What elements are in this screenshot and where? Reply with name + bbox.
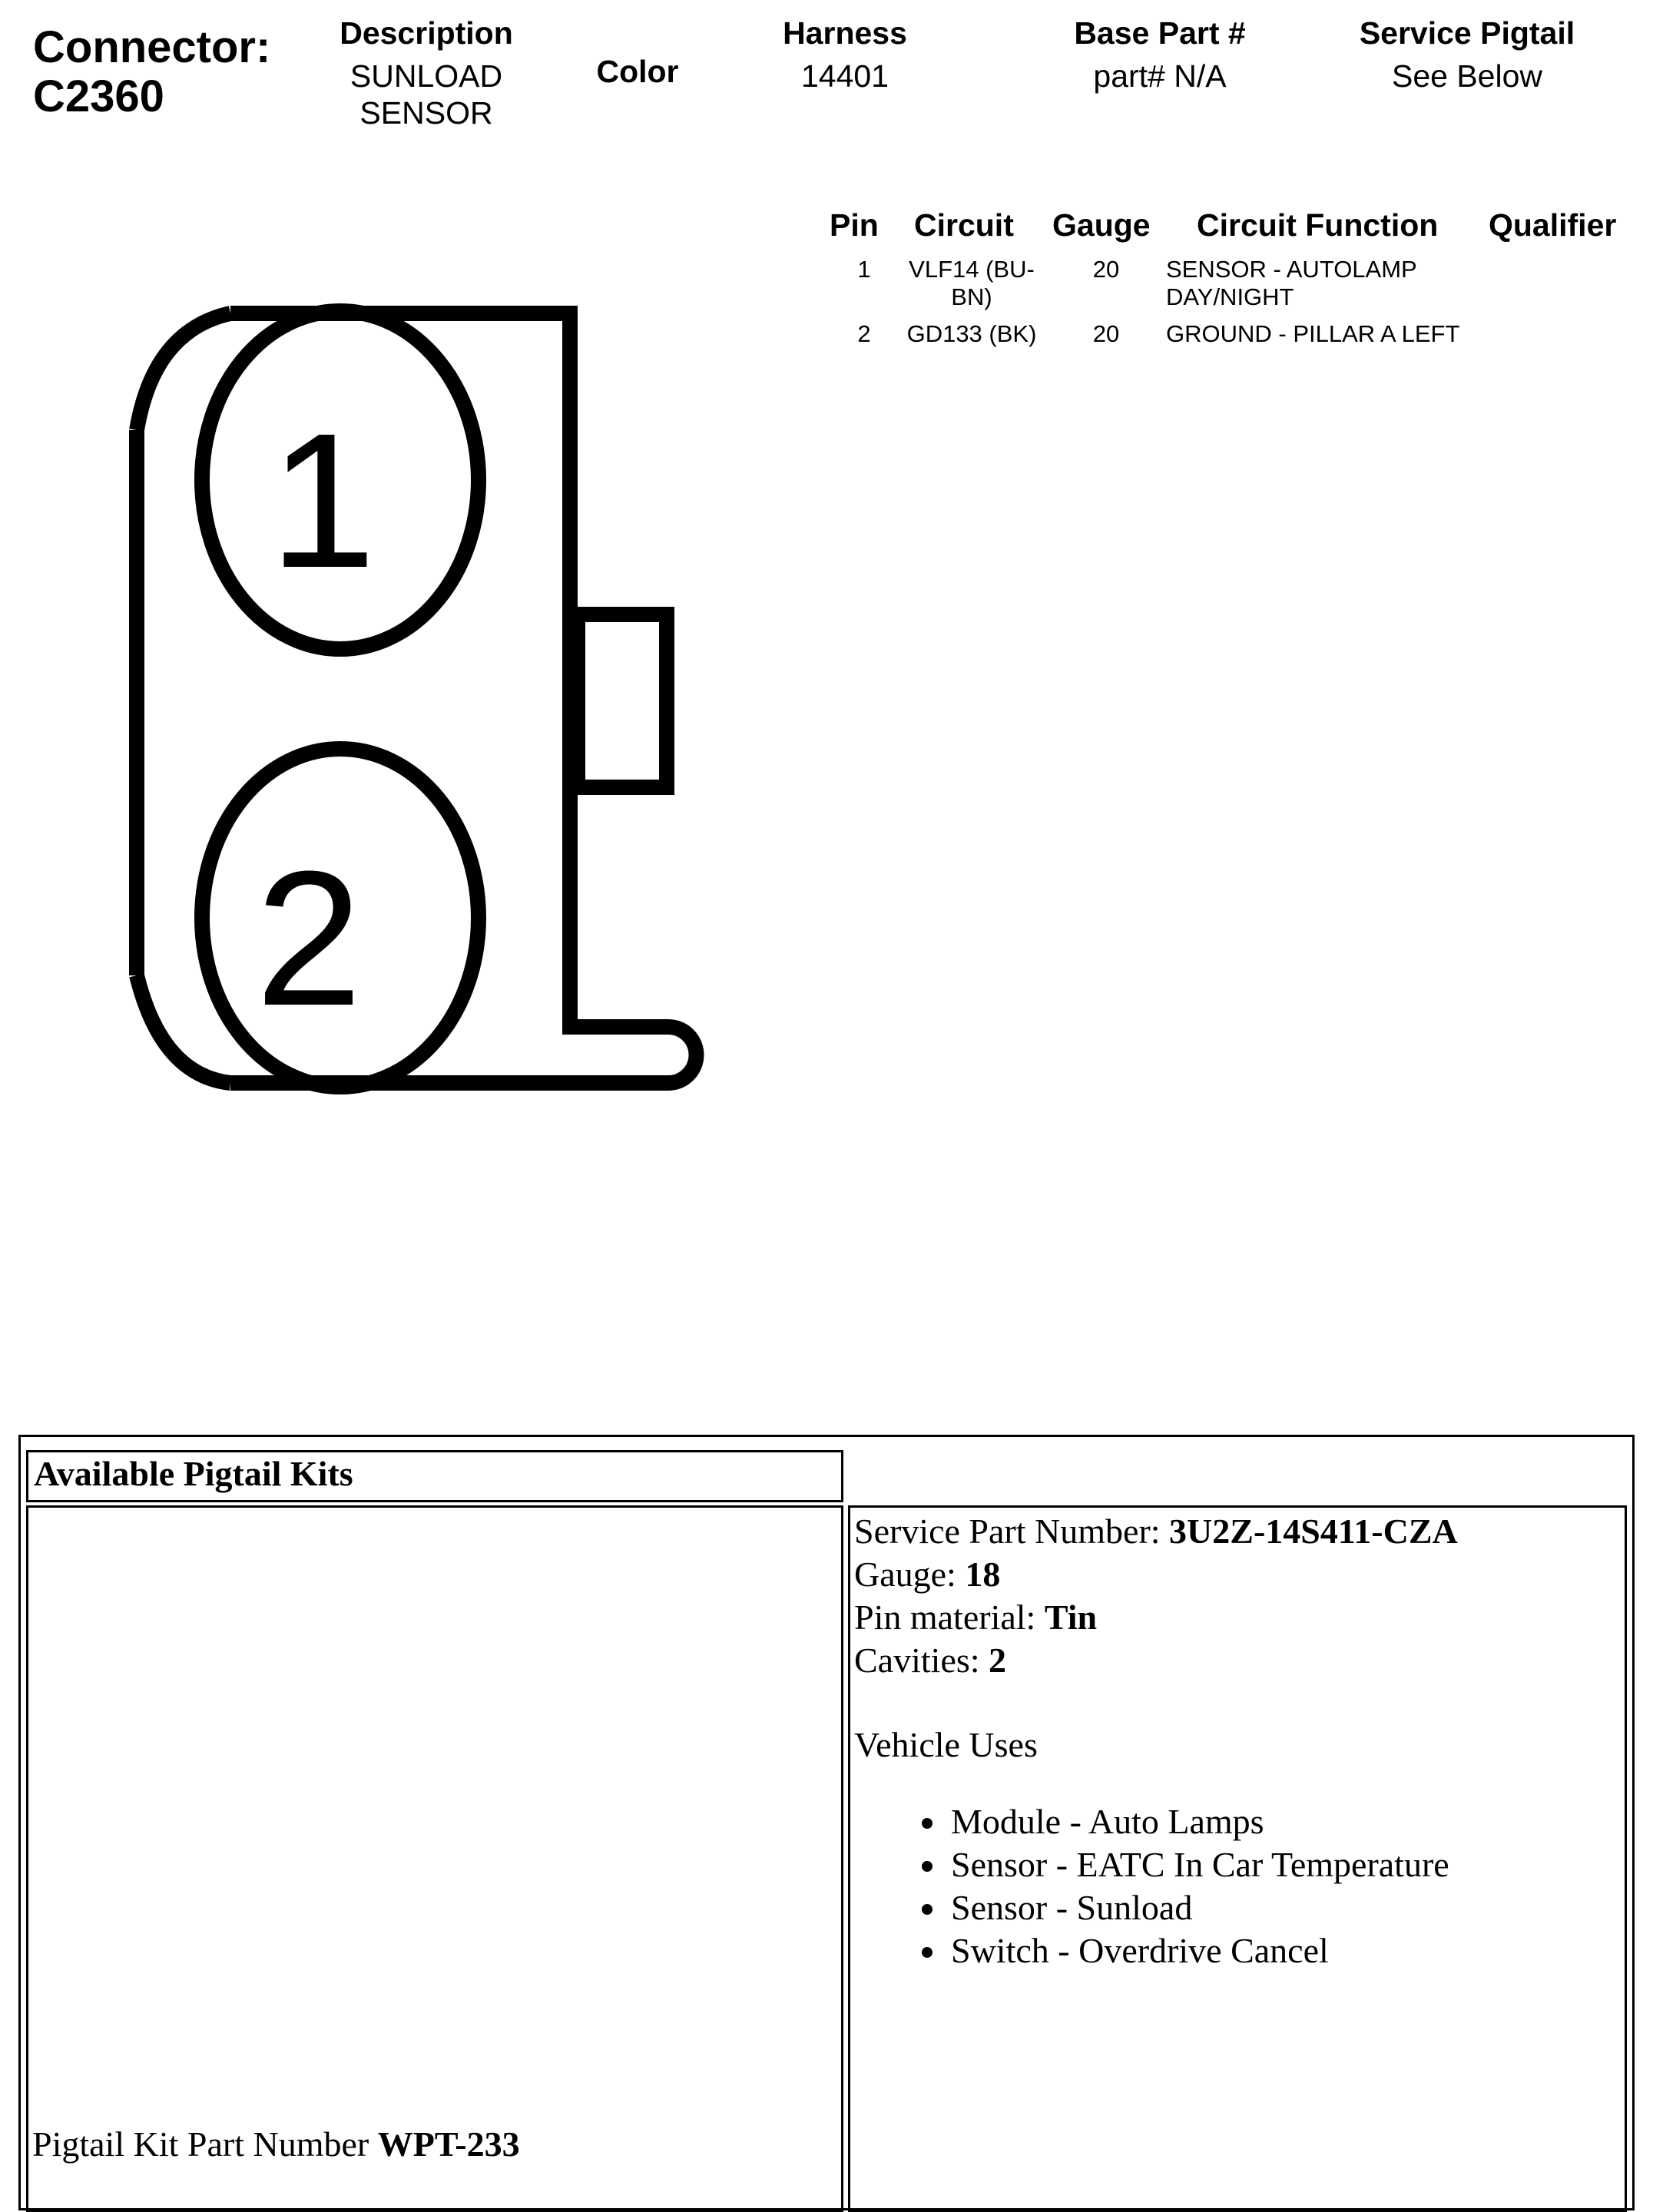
pin-1-label: 1 bbox=[269, 393, 376, 608]
description-label: Description bbox=[340, 15, 513, 51]
cavities-label: Cavities: bbox=[854, 1641, 989, 1680]
pin-col-header: Pin bbox=[830, 207, 879, 243]
gauge-col-header: Gauge bbox=[1052, 207, 1151, 243]
pin-number: 1 bbox=[857, 256, 871, 283]
base-part-column bbox=[1022, 15, 1298, 94]
pin-circuit-function bbox=[1166, 320, 1489, 348]
qualifier-col-header: Qualifier bbox=[1489, 207, 1617, 243]
pin-gauge: 20 bbox=[1092, 320, 1120, 347]
base-part-value: part# N/A bbox=[1093, 58, 1227, 94]
list-item: • Sensor - EATC In Car Temperature bbox=[948, 1843, 1449, 1886]
service-part-value: 3U2Z-14S411-CZA bbox=[1169, 1512, 1458, 1551]
pin-material-value: Tin bbox=[1044, 1598, 1098, 1637]
connector-label: Connector: bbox=[33, 22, 271, 72]
pin-circuit-line2: BN) bbox=[951, 283, 992, 310]
service-pigtail-column bbox=[1321, 15, 1613, 94]
pigtail-title: Available Pigtail Kits bbox=[34, 1454, 353, 1493]
cavities bbox=[854, 1639, 1006, 1682]
pigtail-image-cell bbox=[26, 1505, 843, 2212]
harness-label: Harness bbox=[783, 15, 907, 51]
pin-gauge: 20 bbox=[1092, 256, 1120, 283]
circuit-function-col-header: Circuit Function bbox=[1197, 207, 1439, 243]
pin-number: 2 bbox=[857, 320, 871, 347]
pin-function-line1: GROUND - PILLAR A LEFT bbox=[1166, 320, 1460, 347]
pin-function-line1: SENSOR - AUTOLAMP bbox=[1166, 256, 1417, 283]
pin-circuit-function bbox=[1166, 256, 1489, 311]
vehicle-uses-list bbox=[906, 1800, 1449, 1972]
kit-part-label: Pigtail Kit Part Number bbox=[32, 2124, 378, 2164]
pigtail-kit-part-number bbox=[32, 2123, 520, 2166]
cavities-value: 2 bbox=[989, 1641, 1007, 1680]
pin-2-label: 2 bbox=[255, 831, 363, 1045]
kit-part-value: WPT-233 bbox=[377, 2124, 520, 2164]
pin-circuit bbox=[883, 256, 1060, 311]
service-pigtail-label: Service Pigtail bbox=[1359, 15, 1575, 51]
pigtail-gauge bbox=[854, 1553, 1000, 1596]
connector-face-diagram bbox=[0, 0, 768, 1152]
description-value-line2: SENSOR bbox=[359, 95, 493, 131]
pin-material-label: Pin material: bbox=[854, 1598, 1045, 1637]
list-item: • Sensor - Sunload bbox=[948, 1886, 1449, 1929]
base-part-label: Base Part # bbox=[1074, 15, 1246, 51]
description-value-line1: SUNLOAD bbox=[349, 58, 503, 94]
color-label: Color bbox=[596, 54, 679, 89]
circuit-col-header: Circuit bbox=[914, 207, 1014, 243]
pin-material bbox=[854, 1596, 1097, 1639]
harness-value: 14401 bbox=[800, 58, 889, 94]
connector-id: C2360 bbox=[33, 71, 164, 121]
list-item: • Module - Auto Lamps bbox=[948, 1800, 1449, 1843]
pigtail-gauge-label: Gauge: bbox=[854, 1555, 966, 1594]
list-item: • Switch - Overdrive Cancel bbox=[948, 1929, 1449, 1972]
service-part-number bbox=[854, 1510, 1458, 1553]
pin-circuit-line1: VLF14 (BU- bbox=[909, 256, 1035, 283]
connector-latch-tab bbox=[578, 614, 667, 787]
vehicle-uses-heading: Vehicle Uses bbox=[854, 1725, 1038, 1764]
harness-column bbox=[737, 15, 952, 94]
pin-circuit-line1: GD133 (BK) bbox=[906, 320, 1037, 347]
pigtail-gauge-value: 18 bbox=[965, 1555, 1001, 1594]
service-pigtail-value: See Below bbox=[1391, 58, 1542, 94]
pin-circuit bbox=[883, 320, 1060, 348]
service-part-label: Service Part Number: bbox=[854, 1512, 1170, 1551]
pin-function-line2: DAY/NIGHT bbox=[1166, 283, 1294, 310]
